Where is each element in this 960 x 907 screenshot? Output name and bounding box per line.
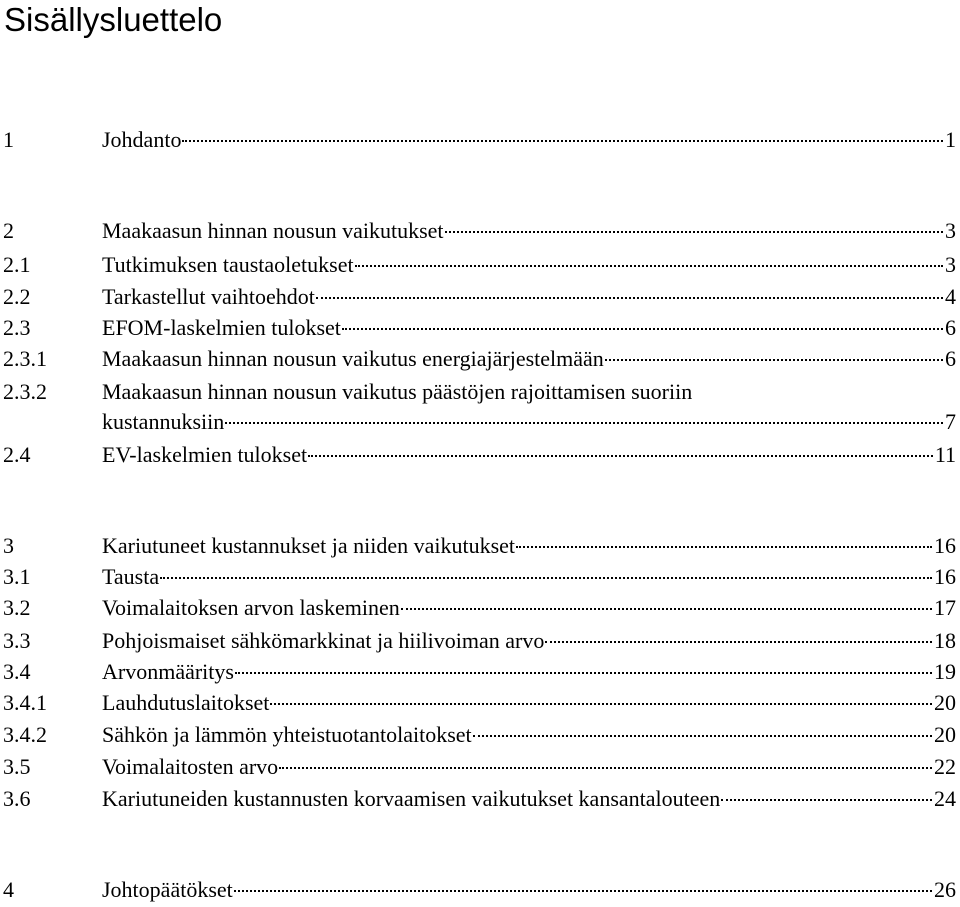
toc-entry-title: Pohjoismaiset sähkömarkkinat ja hiilivoiman arvo — [102, 628, 545, 653]
dot-leader — [516, 546, 932, 548]
toc-entry[interactable] — [0, 216, 960, 246]
page-title: Sisällysluettelo — [4, 1, 223, 38]
dot-leader — [605, 359, 943, 361]
toc-entry-title: Maakaasun hinnan nousun vaikutukset — [102, 218, 444, 243]
toc-entry-number: 3.4.1 — [3, 690, 47, 715]
toc-entry[interactable] — [0, 720, 960, 750]
toc-entry[interactable] — [0, 657, 960, 687]
toc-entry-page: 3 — [945, 218, 956, 243]
toc-entry[interactable] — [0, 593, 960, 623]
toc-entry[interactable] — [0, 784, 960, 814]
toc-entry-page: 19 — [934, 659, 956, 684]
toc-entry[interactable] — [0, 313, 960, 343]
toc-entry-title: Maakaasun hinnan nousun vaikutus päästöjen rajoittamisen suoriin — [102, 379, 693, 404]
dot-leader — [342, 328, 943, 330]
toc-entry-page: 6 — [945, 346, 956, 371]
toc-entry[interactable] — [0, 626, 960, 656]
toc-entry-number: 2.4 — [3, 442, 31, 467]
toc-entry-number: 3.4.2 — [3, 722, 47, 747]
toc-entry[interactable] — [0, 562, 960, 592]
toc-entry[interactable] — [0, 344, 960, 374]
toc-entry-continuation[interactable] — [0, 407, 960, 437]
toc-entry-number: 3.6 — [3, 786, 31, 811]
dot-leader — [279, 767, 932, 769]
toc-entry-number: 3.5 — [3, 754, 31, 779]
toc-entry-page: 20 — [934, 690, 956, 715]
dot-leader — [308, 455, 933, 457]
toc-entry-number: 2.3 — [3, 315, 31, 340]
dot-leader — [225, 422, 943, 424]
toc-entry[interactable] — [0, 875, 960, 905]
toc-entry-title: Tutkimuksen taustaoletukset — [102, 252, 354, 277]
toc-entry-page: 16 — [934, 564, 956, 589]
toc-entry-title: EV-laskelmien tulokset — [102, 442, 308, 467]
toc-entry[interactable] — [0, 250, 960, 280]
toc-entry-number: 3 — [3, 533, 14, 558]
dot-leader — [234, 890, 932, 892]
toc-entry-title: Voimalaitosten arvo — [102, 754, 279, 779]
toc-entry[interactable] — [0, 282, 960, 312]
dot-leader — [545, 641, 932, 643]
toc-entry-title: Tausta — [102, 564, 160, 589]
dot-leader — [160, 577, 932, 579]
toc-entry-number: 3.2 — [3, 595, 31, 620]
toc-entry-title: Sähkön ja lämmön yhteistuotantolaitokset — [102, 722, 472, 747]
toc-entry[interactable] — [0, 125, 960, 155]
toc-entry-title: Arvonmääritys — [102, 659, 234, 684]
toc-entry-page: 20 — [934, 722, 956, 747]
toc-entry-title: Maakaasun hinnan nousun vaikutus energiajärjestelmään — [102, 346, 604, 371]
toc-entry-page: 22 — [934, 754, 956, 779]
dot-leader — [182, 140, 943, 142]
toc-entry-page: 16 — [934, 533, 956, 558]
toc-entry-number: 3.1 — [3, 564, 31, 589]
toc-entry-page: 17 — [934, 595, 956, 620]
toc-entry-title: Kariutuneiden kustannusten korvaamisen vaikutukset kansantalouteen — [102, 786, 721, 811]
dot-leader — [445, 231, 943, 233]
toc-entry-title: EFOM-laskelmien tulokset — [102, 315, 341, 340]
toc-entry-title: Johtopäätökset — [102, 877, 233, 902]
toc-entry-page: 6 — [945, 315, 956, 340]
toc-entry-number: 1 — [3, 127, 14, 152]
toc-entry-page: 4 — [945, 284, 956, 309]
toc-entry[interactable] — [0, 377, 960, 407]
dot-leader — [355, 265, 943, 267]
toc-entry-number: 2.3.1 — [3, 346, 47, 371]
toc-entry-title: Voimalaitoksen arvon laskeminen — [102, 595, 400, 620]
dot-leader — [721, 799, 932, 801]
toc-entry-page: 7 — [945, 409, 956, 434]
dot-leader — [401, 608, 932, 610]
toc-entry-number: 3.3 — [3, 628, 31, 653]
toc-entry-number: 2 — [3, 218, 14, 243]
toc-entry-title: Johdanto — [102, 127, 182, 152]
toc-entry-number: 2.3.2 — [3, 379, 47, 404]
dot-leader — [235, 672, 932, 674]
toc-entry-title: Lauhdutuslaitokset — [102, 690, 270, 715]
toc-entry-page: 18 — [934, 628, 956, 653]
toc-entry-number: 3.4 — [3, 659, 31, 684]
dot-leader — [316, 297, 943, 299]
dot-leader — [270, 703, 932, 705]
toc-entry[interactable] — [0, 440, 960, 470]
toc-entry[interactable] — [0, 752, 960, 782]
toc-entry-page: 26 — [934, 877, 956, 902]
toc-entry-title: Tarkastellut vaihtoehdot — [102, 284, 315, 309]
toc-entry-title: Kariutuneet kustannukset ja niiden vaikutukset — [102, 533, 516, 558]
toc-entry-page: 11 — [934, 442, 956, 467]
toc-entry-page: 3 — [945, 252, 956, 277]
toc-entry-number: 2.1 — [3, 252, 31, 277]
toc-entry-number: 2.2 — [3, 284, 31, 309]
toc-entry[interactable] — [0, 688, 960, 718]
toc-entry[interactable] — [0, 531, 960, 561]
toc-entry-page: 1 — [945, 127, 956, 152]
toc-entry-page: 24 — [934, 786, 956, 811]
toc-entry-number: 4 — [3, 877, 14, 902]
toc-entry-title-continuation: kustannuksiin — [102, 409, 225, 434]
dot-leader — [473, 735, 932, 737]
